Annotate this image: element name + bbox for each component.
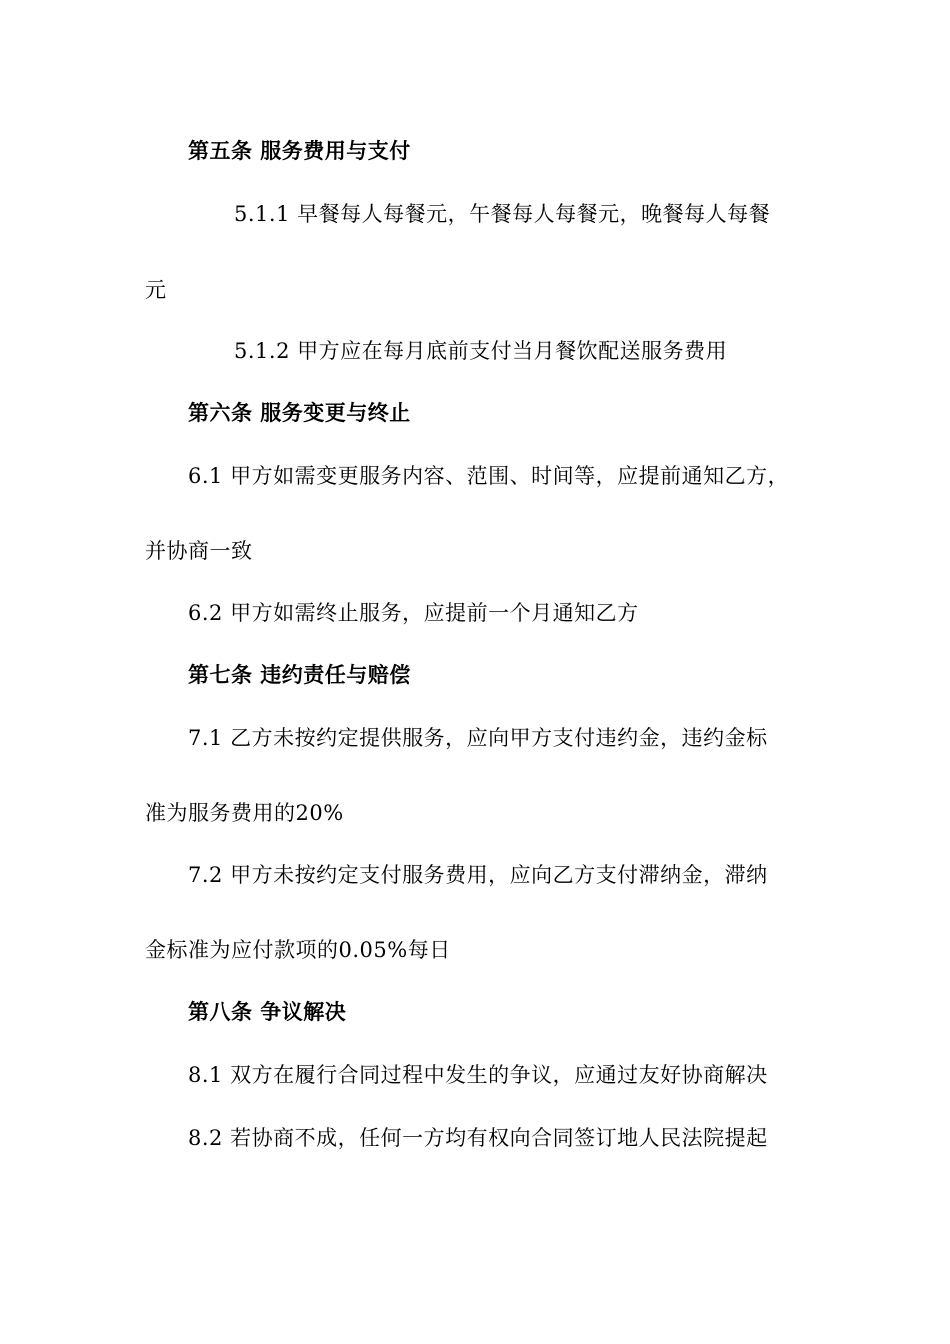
paragraph-5-1-1-line-1: 5.1.1 早餐每人每餐元，午餐每人每餐元，晚餐每人每餐 xyxy=(234,202,771,226)
paragraph-6-1-line-1: 6.1 甲方如需变更服务内容、范围、时间等，应提前通知乙方， xyxy=(188,464,790,488)
paragraph-7-2-line-1: 7.2 甲方未按约定支付服务费用，应向乙方支付滞纳金，滞纳 xyxy=(188,863,768,887)
paragraph-5-1-2: 5.1.2 甲方应在每月底前支付当月餐饮配送服务费用 xyxy=(234,339,728,363)
paragraph-6-1-line-2: 并协商一致 xyxy=(145,539,253,563)
paragraph-6-2: 6.2 甲方如需终止服务，应提前一个月通知乙方 xyxy=(188,601,639,625)
paragraph-7-1-line-2: 准为服务费用的20% xyxy=(145,801,344,825)
section-heading-7: 第七条 违约责任与赔偿 xyxy=(188,662,411,687)
paragraph-8-1: 8.1 双方在履行合同过程中发生的争议，应通过友好协商解决 xyxy=(188,1063,768,1087)
section-heading-5: 第五条 服务费用与支付 xyxy=(188,138,411,163)
section-heading-8: 第八条 争议解决 xyxy=(188,999,347,1024)
section-heading-6: 第六条 服务变更与终止 xyxy=(188,400,411,425)
paragraph-7-1-line-1: 7.1 乙方未按约定提供服务，应向甲方支付违约金，违约金标 xyxy=(188,726,768,750)
paragraph-5-1-1-line-2: 元 xyxy=(145,278,167,302)
paragraph-7-2-line-2: 金标准为应付款项的0.05%每日 xyxy=(145,938,451,962)
paragraph-8-2: 8.2 若协商不成，任何一方均有权向合同签订地人民法院提起 xyxy=(188,1126,768,1150)
